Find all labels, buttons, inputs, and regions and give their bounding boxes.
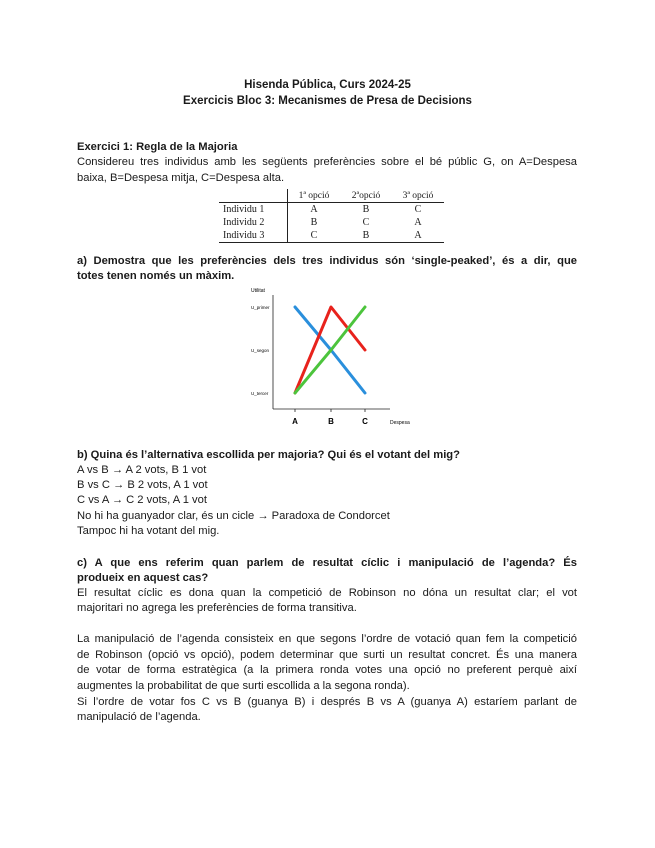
- answer-line: C vs A → C 2 vots, A 1 vot: [77, 494, 207, 506]
- row-label: Individu 3: [219, 229, 288, 243]
- paragraph-line: de Robinson (opció vs opció), podem determinar que surti un resultat concret. És una manera: [77, 649, 577, 661]
- answer-line: Tampoc hi ha votant del mig.: [77, 525, 220, 537]
- table-header: 2ªopció: [340, 189, 392, 203]
- paragraph-line: de votar de forma estratègica (a la primera ronda votes una opció no preferent perquè així: [77, 664, 577, 676]
- intro-text-line1: Considereu tres individus amb les següents preferències sobre el bé públic G, on A=Despesa: [77, 156, 577, 168]
- x-tick-label: C: [362, 417, 368, 426]
- table-cell: A: [310, 204, 318, 215]
- question-c-heading-line1: c) A que ens referim quan parlem de resultat cíclic i manipulació de l’agenda? És: [77, 557, 577, 569]
- paragraph-line: majoritari no agrega les preferències de forma transitiva.: [77, 602, 357, 614]
- answer-line: No hi ha guanyador clar, és un cicle → Paradoxa de Condorcet: [77, 510, 390, 522]
- table-cell: C: [288, 229, 341, 243]
- table-cell: B: [362, 204, 370, 215]
- table-row: [219, 203, 444, 217]
- x-axis-label: Despesa: [390, 420, 410, 426]
- table-cell: A: [414, 217, 422, 228]
- page-title: Hisenda Pública, Curs 2024-25: [244, 79, 411, 91]
- exercise-heading: Exercici 1: Regla de la Majoria: [77, 141, 238, 153]
- x-tick-label: A: [292, 417, 298, 426]
- answer-line: B vs C → B 2 vots, A 1 vot: [77, 479, 208, 491]
- y-tick-label: U_primer: [251, 305, 270, 310]
- table-header: 1ª opció: [288, 189, 341, 203]
- answer-line: A vs B → A 2 vots, B 1 vot: [77, 464, 207, 476]
- table-cell: B: [340, 229, 392, 243]
- y-tick-label: U_tercer: [251, 391, 269, 396]
- paragraph-line: Si l’ordre de votar fos C vs B (guanya B) i després B vs A (guanya A) estaríem parlant de: [77, 696, 577, 708]
- table-header: 3ª opció: [392, 189, 444, 203]
- paragraph-line: La manipulació de l’agenda consisteix en que segons l’ordre de votació quan fem la competició: [77, 633, 577, 645]
- question-b-heading: b) Quina és l’alternativa escollida per majoria? Qui és el votant del mig?: [77, 449, 460, 461]
- question-a-line2: totes tenen només un màxim.: [77, 270, 235, 282]
- single-peaked-chart: [245, 285, 415, 430]
- table-row: [219, 229, 444, 243]
- paragraph-line: manipulació de l’agenda.: [77, 711, 201, 723]
- question-c-heading-line2: produeix en aquest cas?: [77, 572, 209, 584]
- question-a-line1: a) Demostra que les preferències dels tres individus són ‘single-peaked’, és a dir, que: [77, 255, 577, 267]
- table-corner: [219, 189, 288, 203]
- x-tick-label: B: [328, 417, 334, 426]
- row-label: Individu 2: [219, 216, 288, 229]
- table-cell: A: [392, 229, 444, 243]
- paragraph-line: augmentes la probabilitat de que surti escollida a la segona ronda).: [77, 680, 410, 692]
- paragraph-line: El resultat cíclic es dona quan la competició de Robinson no dóna un resultat clar; el vot: [77, 587, 577, 599]
- page-subtitle: Exercicis Bloc 3: Mecanismes de Presa de Decisions: [183, 95, 472, 107]
- table-cell: C: [362, 217, 370, 228]
- table-cell: C: [414, 204, 422, 215]
- y-axis-label: Utilitat: [251, 288, 265, 294]
- row-label: Individu 1: [219, 203, 288, 217]
- table-row: [219, 216, 444, 229]
- intro-text-line2: baixa, B=Despesa mitja, C=Despesa alta.: [77, 172, 285, 184]
- preference-table: [219, 189, 444, 243]
- y-tick-label: U_segon: [251, 348, 270, 353]
- table-cell: B: [310, 217, 318, 228]
